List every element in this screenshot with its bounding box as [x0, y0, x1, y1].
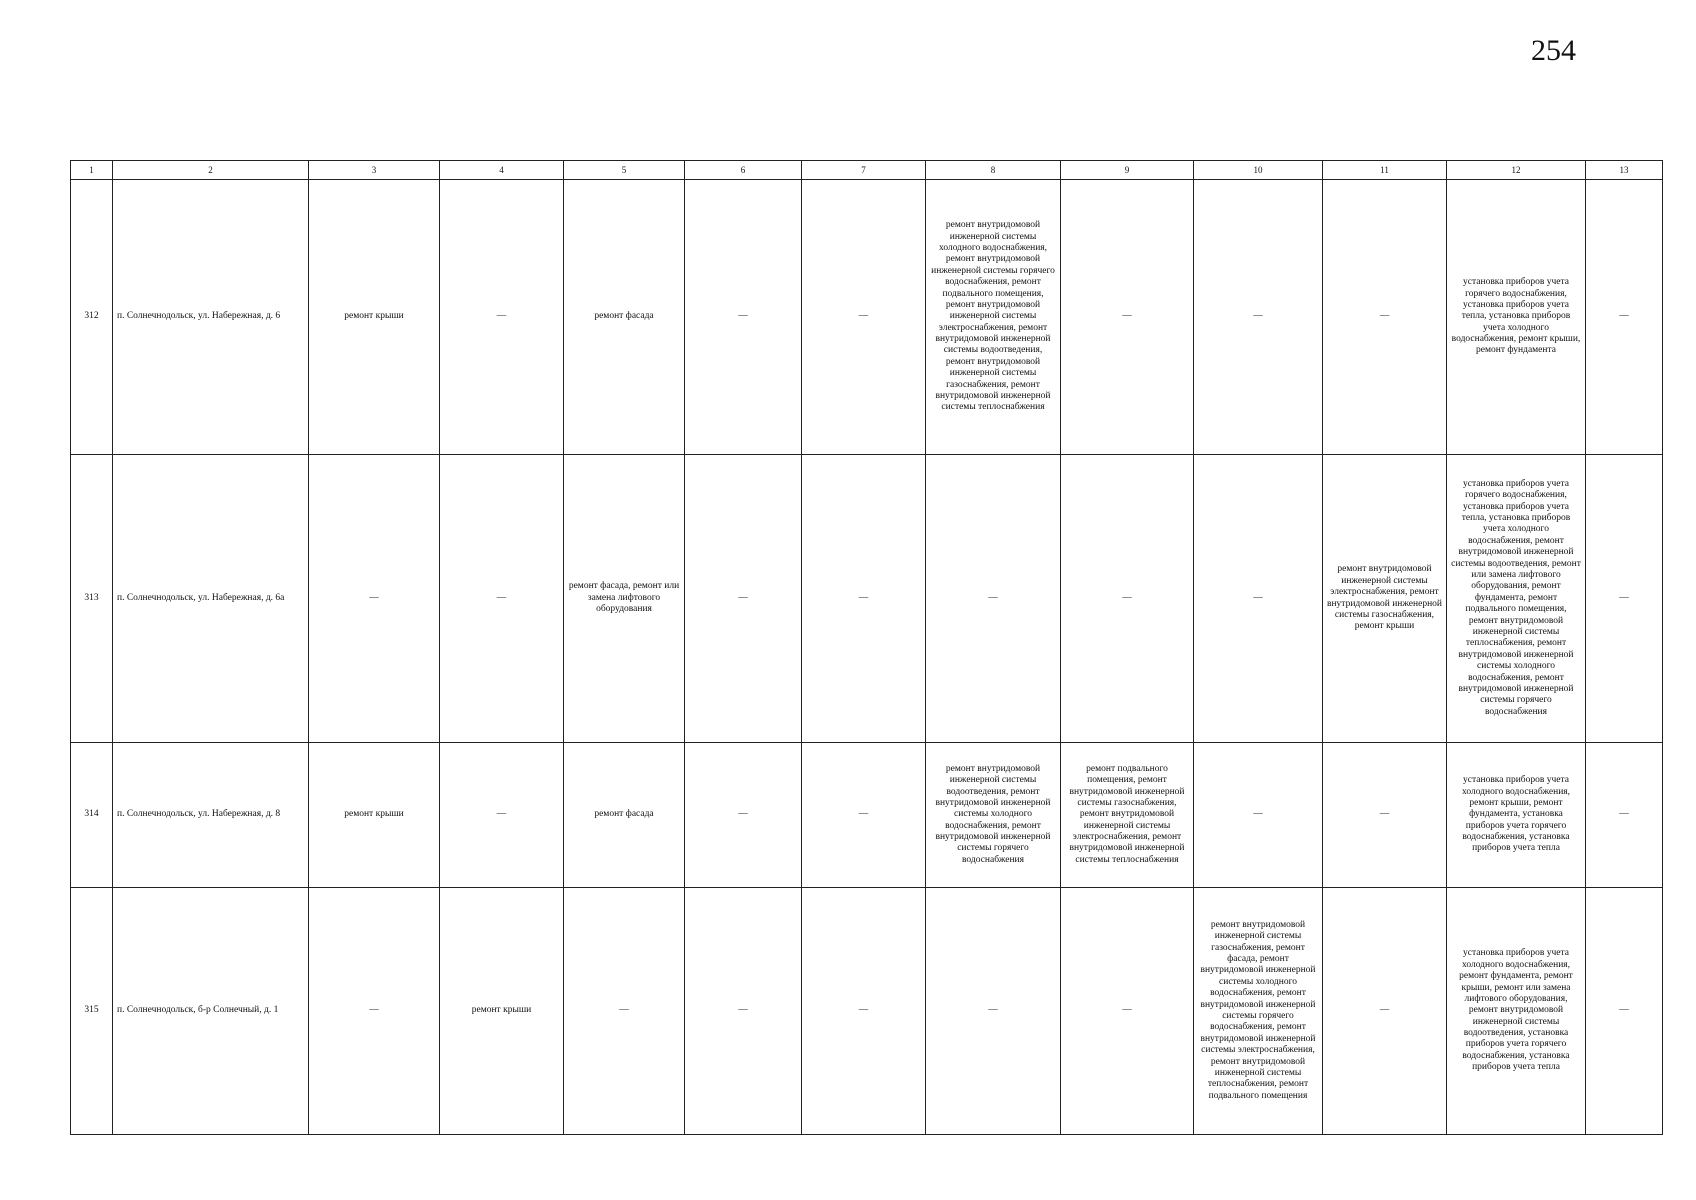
table-header	[71, 161, 1663, 180]
address-cell: п. Солнечнодольск, ул. Набережная, д. 6	[113, 180, 309, 455]
row-number: 312	[71, 180, 113, 455]
column-header: 1	[71, 161, 113, 180]
table-cell: —	[802, 743, 926, 888]
table-cell: ремонт внутридомовой инженерной системы холодного водоснабжения, ремонт внутридомовой инженерной системы горячего водоснабжения, ремонт подвального помещения, ремонт внутридомовой инженерной системы электроснабжения, ремонт внутридомовой инженерной системы водоотведения, ремонт внутридомовой инженерной системы газоснабжения, ремонт внутридомовой инженерной системы теплоснабжения	[926, 180, 1061, 455]
table-cell: —	[309, 455, 440, 743]
table-cell: —	[1586, 455, 1663, 743]
table-cell: —	[1586, 888, 1663, 1135]
column-header: 11	[1323, 161, 1447, 180]
column-header: 3	[309, 161, 440, 180]
column-header: 13	[1586, 161, 1663, 180]
table-row	[71, 743, 1663, 888]
table-cell: —	[685, 455, 802, 743]
table-cell: —	[685, 743, 802, 888]
table-cell: —	[1061, 455, 1194, 743]
table-cell: установка приборов учета холодного водоснабжения, ремонт фундамента, ремонт крыши, ремонт или замена лифтового оборудования, ремонт внутридомовой инженерной системы водоотведения, установка приборов учета горячего водоснабжения, установка приборов учета тепла	[1447, 888, 1586, 1135]
address-cell: п. Солнечнодольск, ул. Набережная, д. 8	[113, 743, 309, 888]
table-cell: ремонт подвального помещения, ремонт внутридомовой инженерной системы газоснабжения, ремонт внутридомовой инженерной системы электроснабжения, ремонт внутридомовой инженерной системы теплоснабжения	[1061, 743, 1194, 888]
table-cell: ремонт фасада	[564, 743, 685, 888]
row-number: 314	[71, 743, 113, 888]
column-header: 7	[802, 161, 926, 180]
table-cell: ремонт крыши	[440, 888, 564, 1135]
table-cell: установка приборов учета горячего водоснабжения, установка приборов учета тепла, установка приборов учета холодного водоснабжения, ремонт внутридомовой инженерной системы водоотведения, ремонт или замена лифтового оборудования, ремонт фундамента, ремонт подвального помещения, ремонт внутридомовой инженерной системы теплоснабжения, ремонт внутридомовой инженерной системы холодного водоснабжения, ремонт внутридомовой инженерной системы горячего водоснабжения	[1447, 455, 1586, 743]
table-cell: —	[1586, 743, 1663, 888]
table-cell: установка приборов учета холодного водоснабжения, ремонт крыши, ремонт фундамента, установка приборов учета горячего водоснабжения, установка приборов учета тепла	[1447, 743, 1586, 888]
table-row	[71, 180, 1663, 455]
table-cell: —	[1194, 180, 1323, 455]
table-cell: ремонт внутридомовой инженерной системы водоотведения, ремонт внутридомовой инженерной системы холодного водоснабжения, ремонт внутридомовой инженерной системы горячего водоснабжения	[926, 743, 1061, 888]
table-cell: —	[802, 180, 926, 455]
table-cell: —	[802, 455, 926, 743]
column-header: 4	[440, 161, 564, 180]
table-cell: —	[440, 180, 564, 455]
column-header: 12	[1447, 161, 1586, 180]
table-cell: —	[1061, 180, 1194, 455]
table-cell: —	[1586, 180, 1663, 455]
row-number: 315	[71, 888, 113, 1135]
table-cell: —	[440, 455, 564, 743]
column-number-row	[71, 161, 1663, 180]
address-cell: п. Солнечнодольск, ул. Набережная, д. 6а	[113, 455, 309, 743]
column-header: 2	[113, 161, 309, 180]
table-cell: ремонт фасада	[564, 180, 685, 455]
table-cell: —	[685, 888, 802, 1135]
row-number: 313	[71, 455, 113, 743]
column-header: 9	[1061, 161, 1194, 180]
table-cell: —	[564, 888, 685, 1135]
table-cell: ремонт внутридомовой инженерной системы электроснабжения, ремонт внутридомовой инженерной системы газоснабжения, ремонт крыши	[1323, 455, 1447, 743]
column-header: 10	[1194, 161, 1323, 180]
table-row	[71, 455, 1663, 743]
address-cell: п. Солнечнодольск, б-р Солнечный, д. 1	[113, 888, 309, 1135]
table-cell: —	[926, 888, 1061, 1135]
table-cell: установка приборов учета горячего водоснабжения, установка приборов учета тепла, установка приборов учета холодного водоснабжения, ремонт крыши, ремонт фундамента	[1447, 180, 1586, 455]
table-cell: —	[802, 888, 926, 1135]
table-cell: —	[1323, 180, 1447, 455]
column-header: 5	[564, 161, 685, 180]
table-row	[71, 888, 1663, 1135]
table-cell: ремонт крыши	[309, 180, 440, 455]
page-number: 254	[1531, 34, 1576, 67]
table-cell: ремонт фасада, ремонт или замена лифтового оборудования	[564, 455, 685, 743]
table-cell: —	[1061, 888, 1194, 1135]
table-cell: —	[685, 180, 802, 455]
table-cell: —	[440, 743, 564, 888]
table-cell: —	[926, 455, 1061, 743]
table-cell: —	[1323, 888, 1447, 1135]
table-cell: —	[1194, 455, 1323, 743]
table-cell: —	[309, 888, 440, 1135]
repair-plan-table	[70, 160, 1663, 1135]
table-cell: —	[1194, 743, 1323, 888]
table-cell: ремонт внутридомовой инженерной системы газоснабжения, ремонт фасада, ремонт внутридомовой инженерной системы холодного водоснабжения, ремонт внутридомовой инженерной системы горячего водоснабжения, ремонт внутридомовой инженерной системы электроснабжения, ремонт внутридомовой инженерной системы теплоснабжения, ремонт подвального помещения	[1194, 888, 1323, 1135]
table-cell: ремонт крыши	[309, 743, 440, 888]
table-cell: —	[1323, 743, 1447, 888]
column-header: 6	[685, 161, 802, 180]
column-header: 8	[926, 161, 1061, 180]
